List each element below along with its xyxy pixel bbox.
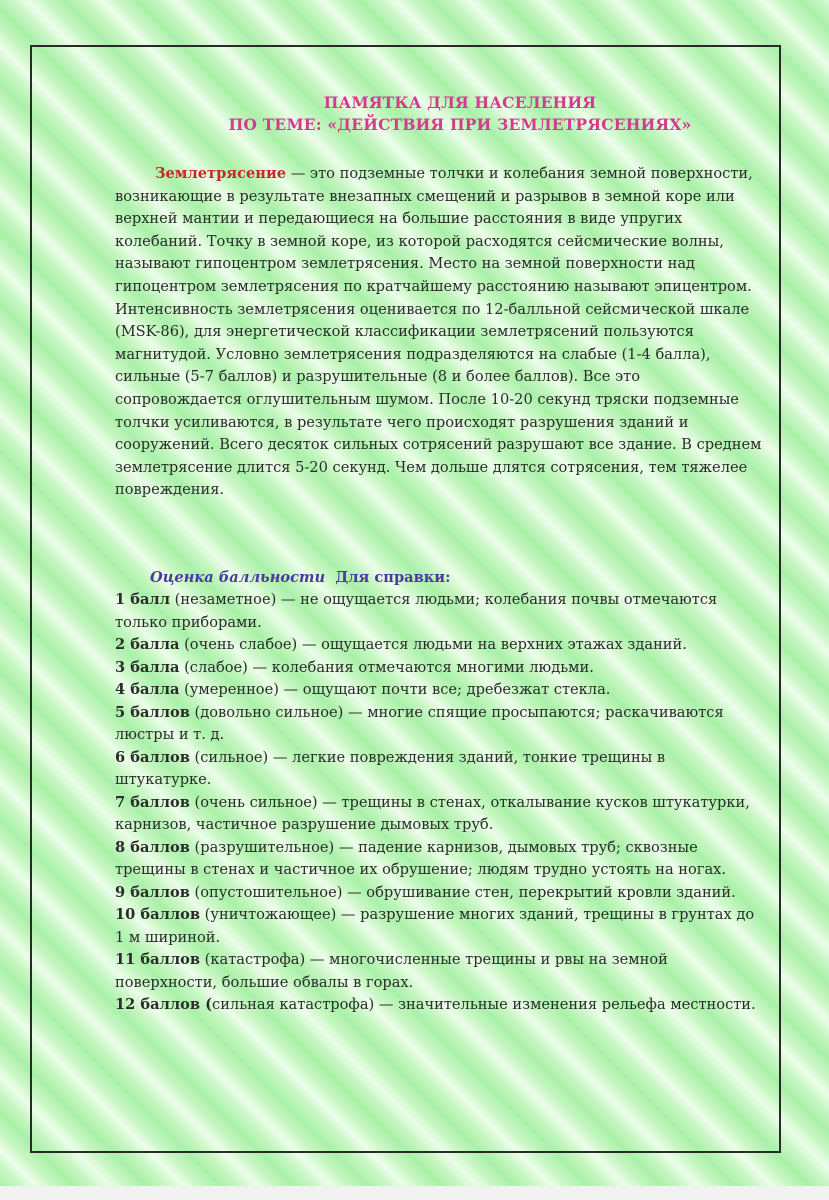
scale-header-note: Для справки: <box>335 569 451 586</box>
memo-title-line-1: ПАМЯТКА ДЛЯ НАСЕЛЕНИЯ <box>323 93 597 112</box>
intro-text: — это подземные толчки и колебания земной поверхности, возникающие в результате внезапных смещений и разрывов в земной коре или верхней мантии и передающиеся на большие расстояния в виде упругих колебаний. Точку в земной коре, из которой расходятся сейсмические волны, называют гипоцентром землетрясения. Место на земной поверхности над гипоцентром землетрясения по кратчайшему расстоянию называют эпицентром. Интенсивность землетрясения оценивается по 12-балльной сейсмической шкале (MSK-86), для энергетической классификации землетрясений пользуются магнитудой. Условно землетрясения подразделяются на слабые (1-4 балла), сильные (5-7 баллов) и разрушительные (8 и более баллов). Все это сопровождается оглушительным шумом. После 10-20 секунд тряски подземные толчки усиливаются, в результате чего происходят разрушения зданий и сооружений. Всего десяток сильных сотрясений разрушают все здание. В среднем землетрясение длится 5-20 секунд. Чем дольше длятся сотрясения, тем тяжелее повреждения. <box>115 165 762 499</box>
scale-item-11 <box>115 949 765 994</box>
scale-item-9 <box>115 882 765 905</box>
scale-score: 12 баллов ( <box>115 996 213 1013</box>
scale-description: (опустошительное) — обрушивание стен, перекрытий кровли зданий. <box>189 883 736 901</box>
scale-item-8 <box>115 837 765 882</box>
scale-item-6 <box>115 747 765 792</box>
scale-score: 2 балла <box>115 636 180 653</box>
scale-description: сильная катастрофа) — значительные изменения рельефа местности. <box>212 996 756 1013</box>
scale-item-12 <box>115 994 765 1017</box>
intro-term: Землетрясение <box>155 165 287 182</box>
scale-score: 3 балла <box>115 658 180 676</box>
scale-score: 9 баллов <box>115 883 190 901</box>
scale-item-7 <box>115 792 765 837</box>
scale-description: (очень слабое) — ощущается людьми на верхних этажах зданий. <box>179 636 687 653</box>
scale-description: (катастрофа) — многочисленные трещины и рвы на земной поверхности, большие обвалы в горах. <box>115 951 668 991</box>
scale-item-2 <box>115 634 765 657</box>
scale-description: (довольно сильное) — многие спящие просыпаются; раскачиваются люстры и т. д. <box>115 703 724 743</box>
scale-score: 1 балл <box>115 591 171 608</box>
scale-score: 5 баллов <box>115 703 190 721</box>
scale-item-3 <box>115 657 765 680</box>
memo-title-line-2: ПО ТЕМЕ: «ДЕЙСТВИЯ ПРИ ЗЕМЛЕТРЯСЕНИЯХ» <box>228 115 692 134</box>
scale-description: (слабое) — колебания отмечаются многими людьми. <box>179 658 594 676</box>
bottom-margin <box>0 1186 829 1200</box>
scale-description: (очень сильное) — трещины в стенах, откалывание кусков штукатурки, карнизов, частичное разрушение дымовых труб. <box>115 793 750 833</box>
scale-score: 6 баллов <box>115 748 190 766</box>
scale-item-5 <box>115 702 765 747</box>
scale-item-4 <box>115 679 765 702</box>
scale-score: 7 баллов <box>115 793 190 811</box>
scale-header <box>150 567 451 589</box>
scale-score: 11 баллов <box>115 951 201 968</box>
scale-description: (уничтожающее) — разрушение многих зданий, трещины в грунтах до 1 м шириной. <box>115 906 755 946</box>
scale-score: 10 баллов <box>115 906 201 923</box>
scale-description: (сильное) — легкие повреждения зданий, тонкие трещины в штукатурке. <box>115 748 666 788</box>
intro-paragraph <box>115 163 765 502</box>
scale-score: 8 баллов <box>115 838 190 856</box>
scale-list <box>115 589 765 1017</box>
scale-description: (умеренное) — ощущают почти все; дребезжат стекла. <box>179 681 611 698</box>
scale-item-1 <box>115 589 765 634</box>
scale-item-10 <box>115 904 765 949</box>
memo-title <box>100 92 820 136</box>
scale-score: 4 балла <box>115 681 180 698</box>
scale-header-label: Оценка балльности <box>150 569 326 586</box>
scale-description: (разрушительное) — падение карнизов, дымовых труб; сквозные трещины в стенах и частичное их обрушение; людям трудно устоять на ногах. <box>115 838 727 878</box>
scale-description: (незаметное) — не ощущается людьми; колебания почвы отмечаются только приборами. <box>115 591 718 631</box>
